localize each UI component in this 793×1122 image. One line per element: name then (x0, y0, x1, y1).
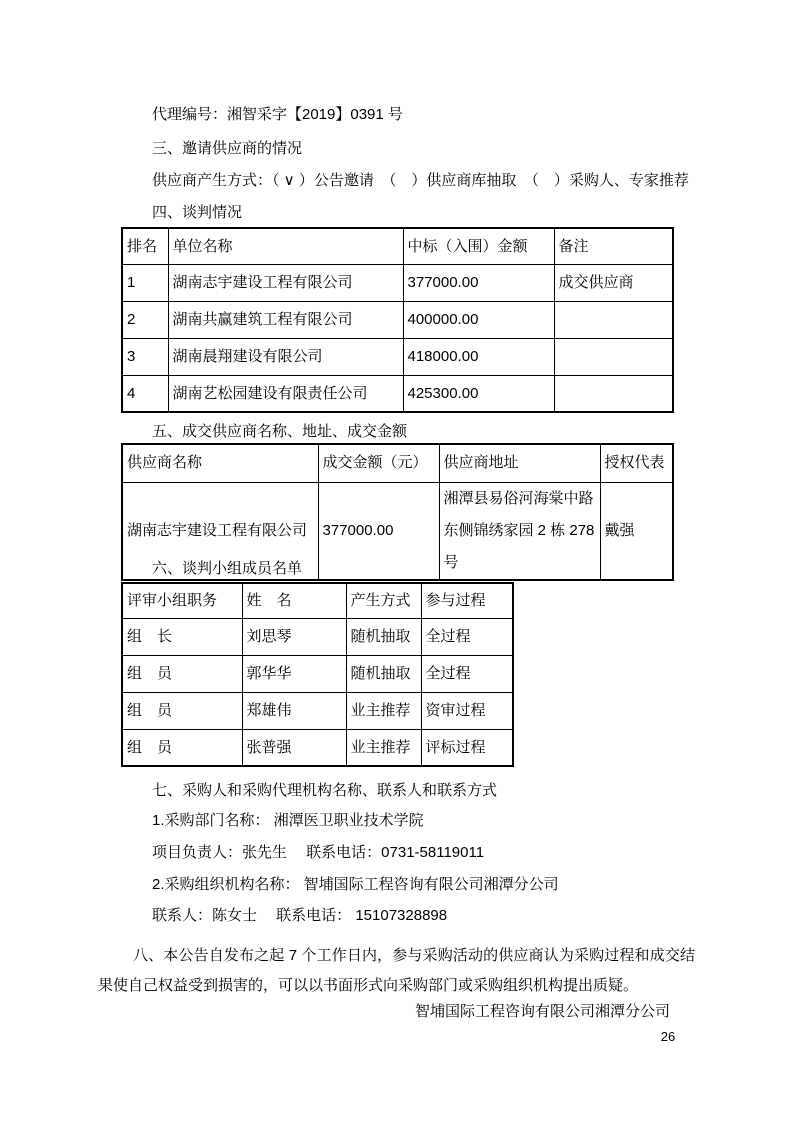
column-header: 成交金额（元） (318, 444, 439, 482)
column-header: 授权代表 (600, 444, 673, 482)
project-contact-line: 项目负责人：张先生 联系电话：0731-58119011 (152, 844, 485, 861)
column-header: 中标（入围）金额 (403, 228, 554, 264)
table-cell: 湖南志宇建设工程有限公司 (168, 264, 403, 301)
column-header: 备注 (554, 228, 673, 264)
org-contact-line: 联系人：陈女士 联系电话： 15107328898 (152, 907, 448, 924)
panel-members-table (121, 582, 514, 767)
column-header: 供应商名称 (122, 444, 318, 482)
table-cell: 张普强 (242, 729, 346, 766)
table-cell: 1 (122, 264, 168, 301)
supplier-method-line: 供应商产生方式：（ ∨ ）公告邀请 （ ）供应商库抽取 （ ）采购人、专家推荐 (152, 172, 689, 189)
section-6-heading: 六、谈判小组成员名单 (152, 560, 303, 577)
table-header-row (122, 583, 513, 618)
column-header: 排名 (122, 228, 168, 264)
table-cell: 湖南共赢建筑工程有限公司 (168, 301, 403, 338)
section-8-paragraph: 八、本公告自发布之起 7 个工作日内，参与采购活动的供应商认为采购过程和成交结果使自己权益受到损害的，可以以书面形式向采购部门或采购组织机构提出质疑。 (98, 947, 695, 994)
table-cell: 郭华华 (242, 655, 346, 692)
column-header: 姓 名 (242, 583, 346, 618)
table-header-row (122, 228, 673, 264)
section-4-heading: 四、谈判情况 (152, 204, 243, 221)
table-cell: 2 (122, 301, 168, 338)
purchase-dept-line: 1.采购部门名称： 湘潭医卫职业技术学院 (152, 812, 424, 829)
table-cell: 业主推荐 (346, 729, 421, 766)
column-header: 评审小组职务 (122, 583, 242, 618)
table-cell: 湖南志宇建设工程有限公司 (122, 482, 318, 580)
column-header: 供应商地址 (439, 444, 600, 482)
table-cell (554, 301, 673, 338)
table-cell: 戴强 (600, 482, 673, 580)
table-cell: 组 员 (122, 729, 242, 766)
table-cell: 组 长 (122, 618, 242, 655)
table-cell: 业主推荐 (346, 692, 421, 729)
table-row (122, 264, 673, 301)
table-row (122, 618, 513, 655)
section-5-heading: 五、成交供应商名称、地址、成交金额 (152, 423, 408, 440)
table-cell: 郑雄伟 (242, 692, 346, 729)
table-cell: 4 (122, 375, 168, 412)
column-header: 产生方式 (346, 583, 421, 618)
column-header: 参与过程 (421, 583, 513, 618)
table-cell: 刘思琴 (242, 618, 346, 655)
table-row (122, 338, 673, 375)
table-cell: 评标过程 (421, 729, 513, 766)
table-cell: 425300.00 (403, 375, 554, 412)
table-cell (554, 375, 673, 412)
table-cell: 全过程 (421, 655, 513, 692)
agency-code-line: 代理编号：湘智采字【2019】0391 号 (152, 106, 403, 123)
section-3-heading: 三、邀请供应商的情况 (152, 140, 303, 157)
table-cell: 随机抽取 (346, 618, 421, 655)
table-cell: 377000.00 (318, 482, 439, 580)
table-row (122, 655, 513, 692)
column-header: 单位名称 (168, 228, 403, 264)
table-row (122, 301, 673, 338)
table-cell: 湖南艺松园建设有限责任公司 (168, 375, 403, 412)
table-cell (554, 338, 673, 375)
table-cell: 组 员 (122, 692, 242, 729)
page-number: 26 (660, 1029, 676, 1044)
table-row (122, 692, 513, 729)
table-cell: 资审过程 (421, 692, 513, 729)
table-cell: 3 (122, 338, 168, 375)
table-cell: 随机抽取 (346, 655, 421, 692)
table-row (122, 729, 513, 766)
table-header-row (122, 444, 673, 482)
table-cell: 湖南晨翔建设有限公司 (168, 338, 403, 375)
table-cell: 成交供应商 (554, 264, 673, 301)
signature-line: 智埔国际工程咨询有限公司湘潭分公司 (414, 1003, 670, 1020)
table-cell: 湘潭县易俗河海棠中路东侧锦绣家园 2 栋 278 号 (439, 482, 600, 580)
table-cell: 377000.00 (403, 264, 554, 301)
table-cell: 组 员 (122, 655, 242, 692)
table-row (122, 375, 673, 412)
org-name-line: 2.采购组织机构名称： 智埔国际工程咨询有限公司湘潭分公司 (152, 876, 559, 893)
table-cell: 400000.00 (403, 301, 554, 338)
section-7-heading: 七、采购人和采购代理机构名称、联系人和联系方式 (152, 782, 498, 799)
negotiation-results-table (121, 227, 674, 413)
table-cell: 全过程 (421, 618, 513, 655)
table-cell: 418000.00 (403, 338, 554, 375)
